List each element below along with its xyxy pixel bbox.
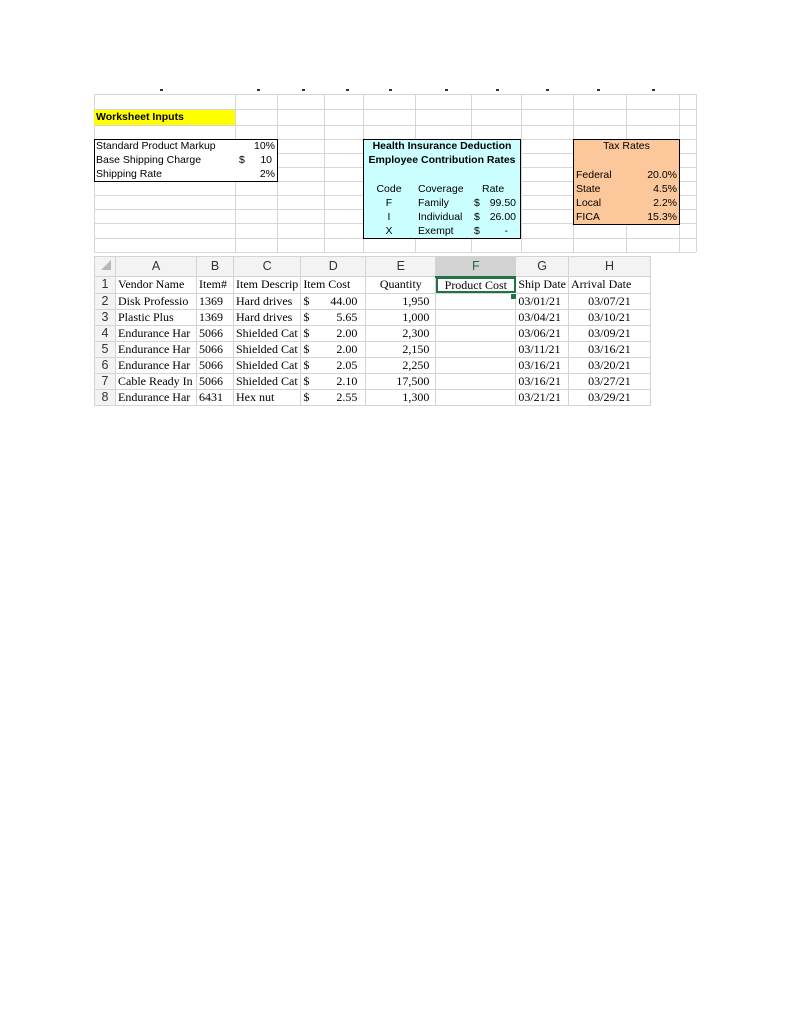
table-row [95,325,651,341]
cell-arrival-date[interactable]: 03/16/21 [568,341,650,357]
input-value-shipping-rate[interactable]: 2% [259,168,275,180]
select-all-corner[interactable] [95,257,116,277]
cell-item-cost[interactable] [301,309,366,325]
table-row [95,293,651,309]
row-number[interactable]: 6 [95,357,116,373]
worksheet-inputs-title-cell[interactable] [94,110,235,125]
cell-ship-date[interactable]: 03/11/21 [516,341,569,357]
cell-item-cost[interactable] [301,357,366,373]
input-label-markup: Standard Product Markup [96,140,216,152]
row-number[interactable]: 4 [95,325,116,341]
health-currency-exempt: $ [474,225,480,237]
cell-item-description[interactable]: Shielded Cat [234,373,301,389]
cell-vendor-name[interactable]: Disk Professio [116,293,197,309]
column-tick [445,89,448,91]
cell-item-cost[interactable] [301,293,366,309]
health-rate-family[interactable]: 99.50 [489,197,516,209]
currency-symbol: $ [303,293,310,308]
cell-quantity[interactable]: 2,150 [366,341,436,357]
column-header-a[interactable]: A [116,257,197,277]
column-header-d[interactable]: D [301,257,366,277]
header-item-cost[interactable]: Item Cost [301,277,366,294]
column-header-c[interactable]: C [234,257,301,277]
row-number[interactable]: 2 [95,293,116,309]
input-label-shipping-rate: Shipping Rate [96,168,162,180]
cell-item-number[interactable]: 5066 [197,357,234,373]
tax-value-fica[interactable]: 15.3% [647,211,677,223]
column-tick [546,89,549,91]
currency-symbol: $ [303,373,310,388]
tax-label-federal: Federal [576,169,612,181]
cell-vendor-name[interactable]: Endurance Har [116,341,197,357]
tax-rates-title: Tax Rates [603,140,650,152]
header-product-cost[interactable]: Product Cost [436,277,516,294]
table-row [95,309,651,325]
worksheet-inputs-title: Worksheet Inputs [96,111,184,123]
tax-value-federal[interactable]: 20.0% [647,169,677,181]
column-tick [302,89,305,91]
health-currency-individual: $ [474,211,480,223]
table-row [95,373,651,389]
input-value-markup[interactable]: 10% [253,140,275,152]
cell-product-cost[interactable] [436,389,516,405]
row-number[interactable]: 3 [95,309,116,325]
cell-arrival-date[interactable]: 03/07/21 [568,293,650,309]
cell-ship-date[interactable]: 03/21/21 [516,389,569,405]
item-cost-value: 2.05 [336,357,358,372]
cell-product-cost[interactable] [436,325,516,341]
health-header-code: Code [376,183,402,195]
cell-ship-date[interactable]: 03/06/21 [516,325,569,341]
cell-quantity[interactable]: 1,950 [366,293,436,309]
currency-symbol: $ [303,357,310,372]
cell-vendor-name[interactable]: Plastic Plus [116,309,197,325]
cell-item-description[interactable]: Hard drives [234,309,301,325]
cell-arrival-date[interactable]: 03/09/21 [568,325,650,341]
cell-vendor-name[interactable]: Endurance Har [116,389,197,405]
cell-item-cost[interactable] [301,325,366,341]
cell-item-cost[interactable] [301,341,366,357]
column-tick [160,89,163,91]
item-cost-value: 44.00 [330,293,358,308]
header-ship-date[interactable]: Ship Date [516,277,569,294]
cell-item-description[interactable]: Hex nut [234,389,301,405]
cell-quantity[interactable]: 1,000 [366,309,436,325]
column-tick [257,89,260,91]
row-number[interactable]: 8 [95,389,116,405]
tax-label-local: Local [576,197,602,209]
cell-item-description[interactable]: Shielded Cat [234,325,301,341]
cell-ship-date[interactable]: 03/16/21 [516,373,569,389]
currency-symbol: $ [303,389,310,404]
cell-item-description[interactable]: Shielded Cat [234,357,301,373]
cell-quantity[interactable]: 17,500 [366,373,436,389]
health-code-exempt: X [385,225,393,237]
cell-item-cost[interactable] [301,373,366,389]
cell-quantity[interactable]: 2,250 [366,357,436,373]
fill-handle[interactable] [510,293,517,300]
cell-item-description[interactable]: Hard drives [234,293,301,309]
cell-vendor-name[interactable]: Endurance Har [116,357,197,373]
currency-symbol: $ [303,341,310,356]
column-header-f[interactable]: F [436,257,516,277]
table-row [95,357,651,373]
item-cost-value: 2.10 [336,373,358,388]
health-insurance-title: Health Insurance Deduction [372,140,512,152]
column-tick [597,89,600,91]
item-cost-value: 2.00 [336,341,358,356]
item-cost-value: 5.65 [336,309,358,324]
cell-item-number[interactable]: 5066 [197,373,234,389]
select-all-triangle-icon [98,257,112,271]
cell-product-cost[interactable] [436,293,516,309]
data-table [94,256,651,406]
item-cost-value: 2.00 [336,325,358,340]
cell-item-cost[interactable] [301,389,366,405]
row-number[interactable]: 7 [95,373,116,389]
cell-item-number[interactable]: 5066 [197,325,234,341]
input-value-base-shipping[interactable]: 10 [260,154,272,166]
column-tick [389,89,392,91]
health-header-coverage: Coverage [418,183,464,195]
column-header-g[interactable]: G [516,257,569,277]
cell-arrival-date[interactable]: 03/27/21 [568,373,650,389]
column-tick [346,89,349,91]
health-coverage-family: Family [418,197,449,209]
currency-symbol: $ [303,309,310,324]
cell-ship-date[interactable]: 03/04/21 [516,309,569,325]
health-currency-family: $ [474,197,480,209]
tax-label-fica: FICA [576,211,600,223]
cell-arrival-date[interactable]: 03/20/21 [568,357,650,373]
column-tick [496,89,499,91]
input-label-base-shipping: Base Shipping Charge [96,154,202,166]
cell-product-cost[interactable] [436,357,516,373]
health-code-individual: I [387,211,391,223]
cell-product-cost[interactable] [436,341,516,357]
header-quantity[interactable]: Quantity [366,277,436,294]
row-number[interactable]: 1 [95,277,116,294]
cell-vendor-name[interactable]: Cable Ready In [116,373,197,389]
table-row [95,389,651,405]
health-rate-exempt[interactable]: - [504,225,508,237]
input-currency-base-shipping: $ [239,154,245,166]
cell-item-description[interactable]: Shielded Cat [234,341,301,357]
column-header-h[interactable]: H [568,257,650,277]
cell-arrival-date[interactable]: 03/29/21 [568,389,650,405]
cell-quantity[interactable]: 1,300 [366,389,436,405]
cell-quantity[interactable]: 2,300 [366,325,436,341]
tax-value-local[interactable]: 2.2% [653,197,677,209]
column-tick [652,89,655,91]
cell-product-cost[interactable] [436,373,516,389]
health-coverage-individual: Individual [418,211,463,223]
cell-item-number[interactable]: 1369 [197,309,234,325]
header-item-description[interactable]: Item Descrip [234,277,301,294]
cell-vendor-name[interactable]: Endurance Har [116,325,197,341]
table-row [95,341,651,357]
currency-symbol: $ [303,325,310,340]
header-vendor-name[interactable]: Vendor Name [116,277,197,294]
cell-item-number[interactable]: 5066 [197,341,234,357]
health-rate-individual[interactable]: 26.00 [489,211,516,223]
header-item-number[interactable]: Item# [197,277,234,294]
cell-item-number[interactable]: 6431 [197,389,234,405]
health-coverage-exempt: Exempt [418,225,454,237]
cell-product-cost[interactable] [436,309,516,325]
cell-ship-date[interactable]: 03/16/21 [516,357,569,373]
table-header-row [95,277,651,294]
cell-item-number[interactable]: 1369 [197,293,234,309]
row-number[interactable]: 5 [95,341,116,357]
health-code-family: F [385,197,393,209]
cell-arrival-date[interactable]: 03/10/21 [568,309,650,325]
tax-value-state[interactable]: 4.5% [653,183,677,195]
header-arrival-date[interactable]: Arrival Date [568,277,650,294]
column-header-e[interactable]: E [366,257,436,277]
health-header-rate: Rate [482,183,505,195]
item-cost-value: 2.55 [336,389,358,404]
tax-label-state: State [576,183,601,195]
column-header-b[interactable]: B [197,257,234,277]
health-insurance-subtitle: Employee Contribution Rates [368,154,516,166]
column-header-row [95,257,651,277]
cell-ship-date[interactable]: 03/01/21 [516,293,569,309]
